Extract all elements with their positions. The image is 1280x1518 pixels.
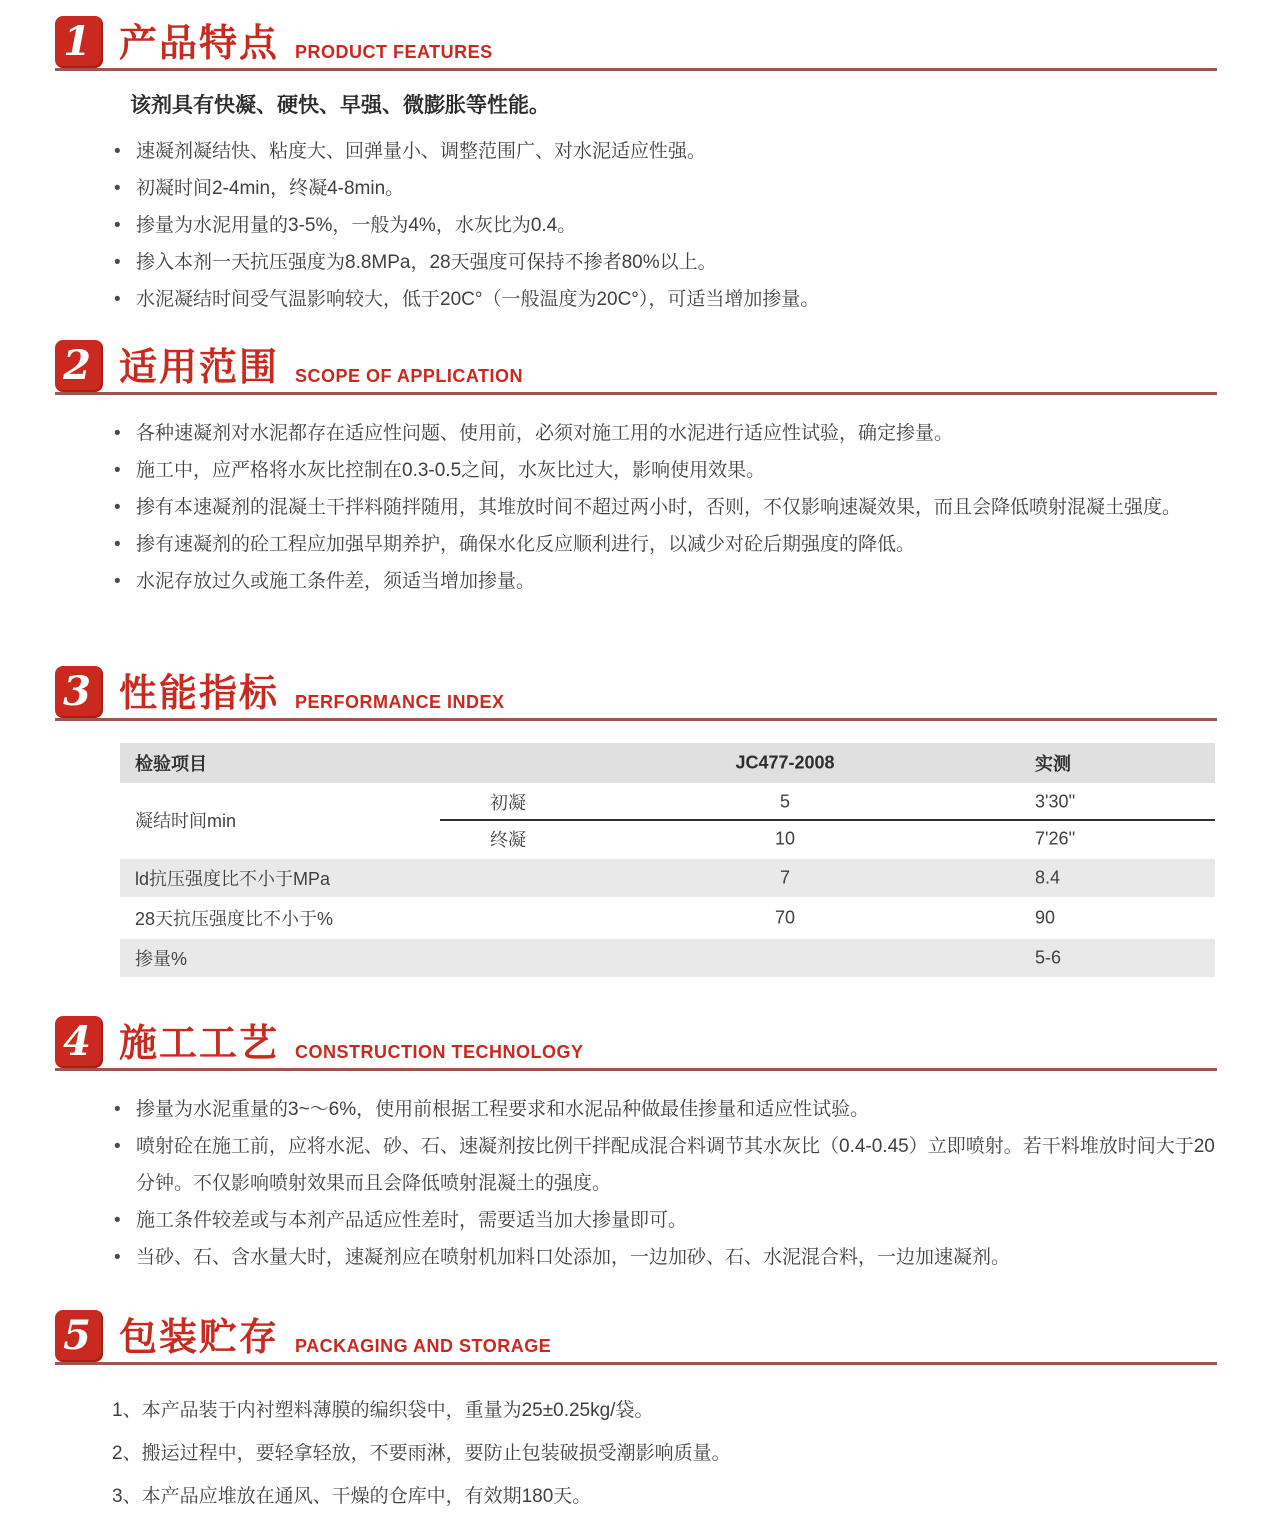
section-number-badge: [55, 666, 103, 718]
section-header: [55, 666, 1217, 721]
section-subtitle-en: SCOPE OF APPLICATION: [295, 366, 524, 386]
section-header: [55, 340, 1217, 395]
sub-row-label: 终凝: [490, 830, 526, 851]
section-header: [55, 1016, 1217, 1071]
bullet-item: • 初凝时间2-4min，终凝4-8min。: [112, 170, 1217, 207]
intro-line: 该剂具有快凝、硬快、早强、微膨胀等性能。: [130, 94, 550, 117]
standard-value: 70: [774, 907, 796, 928]
section-header: [55, 16, 1217, 71]
standard-value: 7: [779, 867, 790, 888]
section-header: [55, 1310, 1217, 1365]
bullet-item: • 喷射砼在施工前，应将水泥、砂、石、速凝剂按比例干拌配成混合料调节其水灰比（0.4-0.45）立即喷射。若干料堆放时间大于20分钟。不仅影响喷射效果而且会降低喷射混凝土的强度。: [112, 1128, 1217, 1202]
section-number: 3: [63, 668, 91, 715]
bullet-item: • 施工中，应严格将水灰比控制在0.3-0.5之间，水灰比过大，影响使用效果。: [112, 452, 1217, 489]
section-number: 1: [63, 18, 91, 65]
performance-table: [120, 743, 1215, 977]
section-construction-technology: [0, 1016, 1280, 1276]
bullet-list: [112, 133, 1217, 318]
section-scope-of-application: [0, 340, 1280, 600]
bullet-item: • 掺量为水泥用量的3-5%，一般为4%，水灰比为0.4。: [112, 207, 1217, 244]
standard-value: 10: [774, 828, 796, 849]
bullet-item: • 掺有速凝剂的砼工程应加强早期养护，确保水化反应顺利进行，以减少对砼后期强度的降低。: [112, 526, 1217, 563]
bullet-list: [112, 415, 1217, 600]
numbered-item: 2、搬运过程中，要轻拿轻放，不要雨淋，要防止包装破损受潮影响质量。: [112, 1443, 731, 1464]
measured-value: 3'30'': [1035, 791, 1076, 811]
numbered-item: 3、本产品应堆放在通风、干燥的仓库中，有效期180天。: [112, 1486, 592, 1507]
table-row: [120, 939, 1215, 977]
numbered-item: 1、本产品装于内衬塑料薄膜的编织袋中，重量为25±0.25kg/袋。: [112, 1400, 654, 1421]
section-title: 产品特点: [119, 23, 280, 66]
row-label: 掺量%: [135, 949, 188, 969]
section-number: 5: [63, 1312, 91, 1359]
row-label: 凝结时间min: [135, 811, 237, 831]
bullet-item: • 掺入本剂一天抗压强度为8.8MPa，28天强度可保持不掺者80%以上。: [112, 244, 1217, 281]
sub-row-label: 初凝: [490, 792, 526, 813]
measured-value: 8.4: [1035, 867, 1061, 888]
bullet-item: • 速凝剂凝结快、粘度大、回弹量小、调整范围广、对水泥适应性强。: [112, 133, 1217, 170]
bullet-item: • 施工条件较差或与本剂产品适应性差时，需要适当加大掺量即可。: [112, 1202, 1217, 1239]
sub-row-divider: [440, 819, 1215, 821]
section-number-badge: [55, 340, 103, 392]
section-title: 包装贮存: [119, 1317, 280, 1360]
row-label: 28天抗压强度比不小于%: [135, 909, 334, 929]
section-product-features: [0, 16, 1280, 318]
bullet-item: • 各种速凝剂对水泥都存在适应性问题、使用前，必须对施工用的水泥进行适应性试验，确定掺量。: [112, 415, 1217, 452]
section-subtitle-en: CONSTRUCTION TECHNOLOGY: [295, 1042, 584, 1062]
section-number-badge: [55, 16, 103, 68]
row-label: ld抗压强度比不小于MPa: [135, 869, 331, 889]
table-row: [120, 859, 1215, 897]
section-subtitle-en: PERFORMANCE INDEX: [295, 692, 505, 712]
standard-value: 5: [779, 791, 790, 811]
bullet-item: • 当砂、石、含水量大时，速凝剂应在喷射机加料口处添加，一边加砂、石、水泥混合料，一边加速凝剂。: [112, 1239, 1217, 1276]
section-subtitle-en: PACKAGING AND STORAGE: [295, 1336, 552, 1356]
section-number-badge: [55, 1310, 103, 1362]
section-subtitle-en: PRODUCT FEATURES: [295, 42, 493, 62]
bullet-list: [112, 1091, 1217, 1276]
measured-value: 90: [1035, 907, 1056, 928]
bullet-item: • 水泥凝结时间受气温影响较大，低于20C°（一般温度为20C°），可适当增加掺量。: [112, 281, 1217, 318]
column-header-measured: 实测: [1035, 754, 1071, 774]
measured-value: 5-6: [1035, 947, 1062, 968]
section-number-badge: [55, 1016, 103, 1068]
section-title: 性能指标: [119, 673, 280, 716]
section-title: 适用范围: [119, 347, 280, 390]
column-header-item: 检验项目: [135, 754, 207, 774]
column-header-standard: JC477-2008: [735, 752, 835, 773]
table-row: [120, 899, 1215, 937]
section-packaging-and-storage: [0, 1310, 1280, 1518]
measured-value: 7'26'': [1035, 828, 1076, 849]
section-title: 施工工艺: [119, 1023, 280, 1066]
section-number: 4: [63, 1018, 91, 1065]
bullet-item: • 掺有本速凝剂的混凝土干拌料随拌随用，其堆放时间不超过两小时，否则，不仅影响速凝效果，而且会降低喷射混凝土强度。: [112, 489, 1217, 526]
table-header-row: [120, 743, 1215, 783]
section-number: 2: [63, 342, 91, 389]
section-performance-index: [0, 666, 1280, 977]
setting-time-row-group: [120, 783, 1215, 857]
bullet-item: • 掺量为水泥重量的3~～6%，使用前根据工程要求和水泥品种做最佳掺量和适应性试验。: [112, 1091, 1217, 1128]
bullet-item: • 水泥存放过久或施工条件差，须适当增加掺量。: [112, 563, 1217, 600]
numbered-list: [112, 1389, 1217, 1518]
